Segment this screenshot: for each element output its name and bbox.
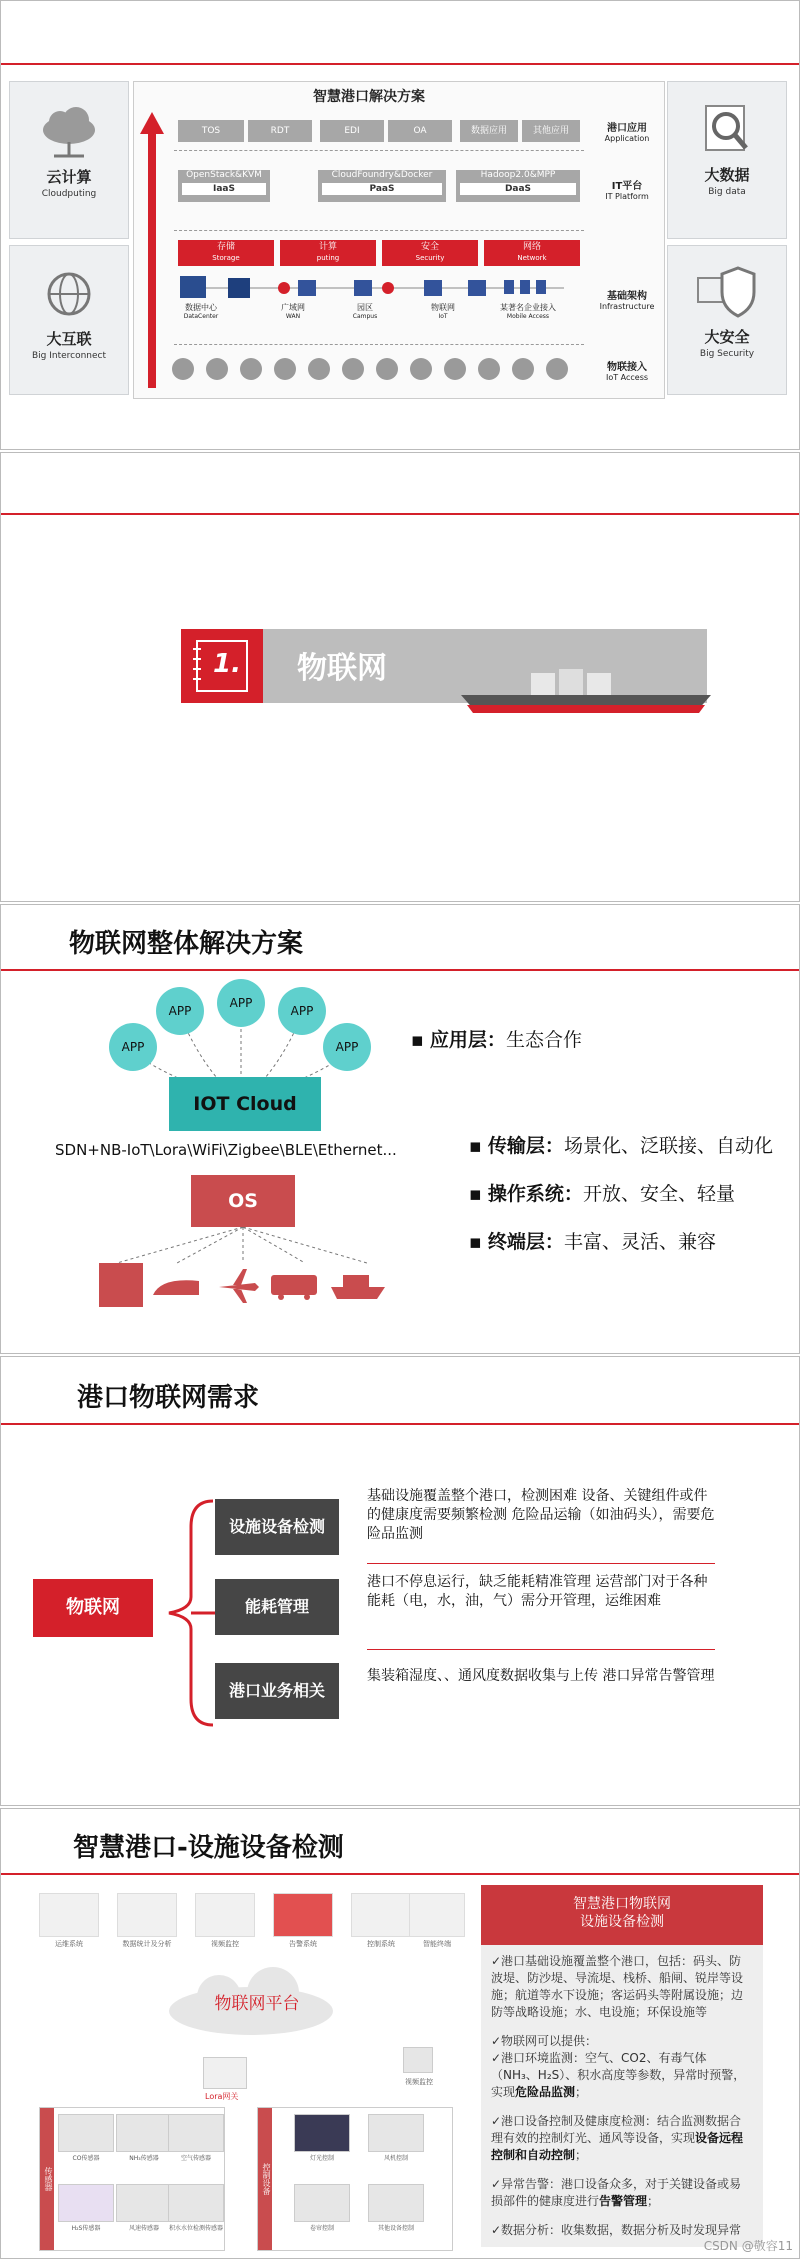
iot-cloud-box: IOT Cloud bbox=[169, 1077, 321, 1131]
magnifier-icon bbox=[692, 100, 762, 160]
camera-label: 视频监控 bbox=[405, 2078, 433, 2086]
slide-heading: 港口物联网需求 bbox=[77, 1383, 260, 1413]
card-subtitle: Big Interconnect bbox=[31, 351, 107, 361]
control-shutter: 卷帘控制 bbox=[294, 2184, 350, 2232]
description-energy-management: 港口不停息运行，缺乏能耗精准管理 运营部门对于各种能耗（电，水，油，气）需分开管理，运维困难 bbox=[367, 1574, 708, 1609]
app-box: TOS bbox=[178, 120, 244, 142]
description-port-business: 集装箱湿度、、通风度数据收集与上传 港口异常告警管理 bbox=[367, 1668, 715, 1684]
device-video-monitor: 视频监控 bbox=[195, 1893, 255, 1949]
sensor-wind: 风速传感器 bbox=[116, 2184, 172, 2232]
category-port-business: 港口业务相关 bbox=[215, 1663, 339, 1719]
card-cloud-computing bbox=[9, 81, 129, 239]
architecture-diagram bbox=[133, 81, 665, 399]
app-box: EDI bbox=[320, 120, 384, 142]
phone-icon bbox=[206, 358, 228, 380]
node-iot: 物联网 IoT bbox=[431, 303, 455, 320]
description-facility-detection: 基础设施覆盖整个港口，检测困难 设备、关键组件或件的健康度需要频繁检测 危险品运输（如油码头），需要危险品监测 bbox=[367, 1488, 715, 1542]
node-mobile-access: 某著名企业接入 Mobile Access bbox=[500, 303, 556, 320]
app-box: OA bbox=[388, 120, 452, 142]
up-arrow-icon bbox=[140, 112, 164, 388]
protocol-line: SDN+NB-IoT\Lora\WiFi\Zigbee\BLE\Ethernet... bbox=[55, 1141, 397, 1159]
camera-icon bbox=[403, 2047, 433, 2073]
card-big-data bbox=[667, 81, 787, 239]
slide-section-iot bbox=[0, 452, 800, 902]
separator bbox=[367, 1563, 715, 1564]
node-campus: 园区 Campus bbox=[352, 303, 378, 320]
device-data-analysis: 数据统计及分析 bbox=[117, 1893, 177, 1949]
ship-icon bbox=[461, 661, 711, 721]
section-title: 物联网 bbox=[297, 651, 387, 686]
card-big-interconnect bbox=[9, 245, 129, 395]
category-facility-detection: 设施设备检测 bbox=[215, 1499, 339, 1555]
slide-facility-detection bbox=[0, 1808, 800, 2259]
card-subtitle: Big Security bbox=[699, 349, 755, 359]
lora-gateway-label: Lora网关 bbox=[205, 2092, 239, 2101]
sensor-air: 空气传感器 bbox=[168, 2114, 224, 2162]
network-topology-icon bbox=[174, 274, 584, 300]
header-rule bbox=[1, 1873, 799, 1875]
device-control-system: 控制系统 bbox=[351, 1893, 411, 1949]
cargo-ship-icon bbox=[331, 1267, 385, 1301]
os-connector-lines bbox=[101, 1227, 401, 1267]
card-title: 大数据 bbox=[704, 166, 750, 184]
control-group bbox=[257, 2107, 453, 2251]
sensor-water-level: 积水水位检测传感器 bbox=[168, 2184, 224, 2232]
info-para-environment: ✓物联网可以提供： ✓港口环境监测：空气、CO2、有毒气体（NH₃、H₂S）、积水高度等参数，异常时预警，实现危险品监测； bbox=[491, 2034, 746, 2099]
platform-box: OpenStack&KVM IaaS bbox=[178, 170, 270, 202]
slide-heading: 物联网整体解决方案 bbox=[69, 929, 304, 959]
lora-gateway-icon bbox=[203, 2057, 247, 2089]
cloud-icon bbox=[34, 102, 104, 162]
platform-box: CloudFoundry&Docker PaaS bbox=[318, 170, 446, 202]
iot-platform-label: 物联网平台 bbox=[214, 1994, 300, 2014]
info-pane-title: 智慧港口物联网 设施设备检测 bbox=[481, 1885, 763, 1945]
platform-box: Hadoop2.0&MPP DaaS bbox=[456, 170, 580, 202]
section-number: 1. bbox=[213, 649, 241, 679]
info-para-analysis: ✓数据分析：收集数据，数据分析及时发现异常 bbox=[491, 2223, 742, 2237]
airplane-icon bbox=[215, 1265, 259, 1305]
monitor-icon bbox=[546, 358, 568, 380]
divider bbox=[174, 150, 584, 151]
infra-box-network: 网络 Network bbox=[484, 240, 580, 266]
info-pane bbox=[481, 1885, 763, 2247]
screen-icon bbox=[512, 358, 534, 380]
sensor-group bbox=[39, 2107, 225, 2251]
home-icon bbox=[172, 358, 194, 380]
info-para-alarm: ✓异常告警：港口设备众多，对于关键设备或易损部件的健康度进行告警管理； bbox=[491, 2177, 742, 2208]
card-subtitle: Cloudputing bbox=[41, 189, 97, 199]
card-subtitle: Big data bbox=[708, 187, 746, 197]
control-other: 其他设备控制 bbox=[368, 2184, 424, 2232]
card-big-security bbox=[667, 245, 787, 395]
high-speed-rail-icon bbox=[151, 1271, 201, 1301]
bulb-icon bbox=[274, 358, 296, 380]
sensor-nh3: NH₃传感器 bbox=[116, 2114, 172, 2162]
train-icon bbox=[99, 1263, 143, 1307]
infra-box-storage: 存储 Storage bbox=[178, 240, 274, 266]
layer-label-platform: IT平台 IT Platform bbox=[605, 181, 649, 201]
bullet-terminal-layer: ▪ 终端层：丰富、灵活、兼容 bbox=[469, 1231, 716, 1253]
app-bubble: APP bbox=[217, 979, 265, 1027]
layer-label-application: 港口应用 Application bbox=[604, 123, 650, 143]
node-wan: 广域网 WAN bbox=[281, 303, 305, 320]
control-fan: 风机控制 bbox=[368, 2114, 424, 2162]
wind-turbine-icon bbox=[410, 358, 432, 380]
section-number-badge bbox=[181, 629, 263, 703]
app-box: 数据应用 bbox=[460, 120, 518, 142]
sensor-icon bbox=[342, 358, 364, 380]
info-pane-body bbox=[481, 1945, 763, 2239]
divider bbox=[174, 344, 584, 345]
sensor-co: CO传感器 bbox=[58, 2114, 114, 2162]
tower-icon bbox=[444, 358, 466, 380]
app-box: 其他应用 bbox=[522, 120, 580, 142]
header-rule bbox=[1, 63, 799, 65]
slide-architecture bbox=[0, 0, 800, 450]
device-ops-system: 运维系统 bbox=[39, 1893, 99, 1949]
card-title: 大互联 bbox=[46, 330, 92, 348]
bus-icon bbox=[269, 1271, 319, 1301]
os-box: OS bbox=[191, 1175, 295, 1227]
traffic-light-icon bbox=[376, 358, 398, 380]
app-bubble: APP bbox=[323, 1023, 371, 1071]
sensor-h2s: H₂S传感器 bbox=[58, 2184, 114, 2232]
infra-box-compute: 计算 puting bbox=[280, 240, 376, 266]
control-group-label: 控制设备 bbox=[258, 2108, 272, 2250]
header-rule bbox=[1, 1423, 799, 1425]
layer-label-access: 物联接入 IoT Access bbox=[605, 362, 649, 382]
root-node: 物联网 bbox=[33, 1579, 153, 1637]
meter-icon bbox=[478, 358, 500, 380]
header-rule bbox=[1, 513, 799, 515]
device-alarm-system: 告警系统 bbox=[273, 1893, 333, 1949]
app-bubble: APP bbox=[278, 987, 326, 1035]
card-title: 大安全 bbox=[704, 328, 750, 346]
header-rule bbox=[1, 969, 799, 971]
layer-label-infrastructure: 基础架构 Infrastructure bbox=[599, 291, 655, 311]
app-bubble: APP bbox=[156, 987, 204, 1035]
slide-port-iot-requirements bbox=[0, 1356, 800, 1806]
app-box: RDT bbox=[248, 120, 312, 142]
camera-icon bbox=[308, 358, 330, 380]
info-para-control: ✓港口设备控制及健康度检测：结合监测数据合理有效的控制灯光、通风等设备，实现设备远程控制和自动控制； bbox=[491, 2114, 744, 2162]
control-lighting: 灯光控制 bbox=[294, 2114, 350, 2162]
card-title: 云计算 bbox=[46, 168, 92, 186]
bracket-icon bbox=[161, 1497, 217, 1729]
watermark: CSDN @敬容11 bbox=[703, 2239, 793, 2253]
slide-iot-solution bbox=[0, 904, 800, 1354]
shield-icon bbox=[692, 260, 762, 322]
diagram-title: 智慧港口解决方案 bbox=[313, 89, 425, 105]
sensor-group-label: 传感器 bbox=[40, 2108, 54, 2250]
info-para-infrastructure: ✓港口基础设施覆盖整个港口，包括：码头、防波堤、防沙堤、导流堤、栈桥、船闸、锐岸等设施；航道等水下设施；客运码头等附属设施；边防等战略设施；水、电设施；环保设施等 bbox=[491, 1954, 744, 2019]
node-datacenter: 数据中心 DataCenter bbox=[183, 303, 219, 320]
divider bbox=[174, 230, 584, 231]
globe-icon bbox=[39, 264, 99, 324]
bullet-operating-system: ▪ 操作系统：开放、安全、轻量 bbox=[469, 1183, 735, 1205]
app-bubble: APP bbox=[109, 1023, 157, 1071]
device-smart-terminal: 智能终端 bbox=[409, 1893, 465, 1949]
separator bbox=[367, 1649, 715, 1650]
bullet-application-layer: ▪ 应用层：生态合作 bbox=[411, 1029, 582, 1051]
slide-heading: 智慧港口-设施设备检测 bbox=[73, 1833, 344, 1863]
car-icon bbox=[240, 358, 262, 380]
bullet-transport-layer: ▪ 传输层：场景化、泛联接、自动化 bbox=[469, 1135, 773, 1157]
infra-box-security: 安全 Security bbox=[382, 240, 478, 266]
category-energy-management: 能耗管理 bbox=[215, 1579, 339, 1635]
